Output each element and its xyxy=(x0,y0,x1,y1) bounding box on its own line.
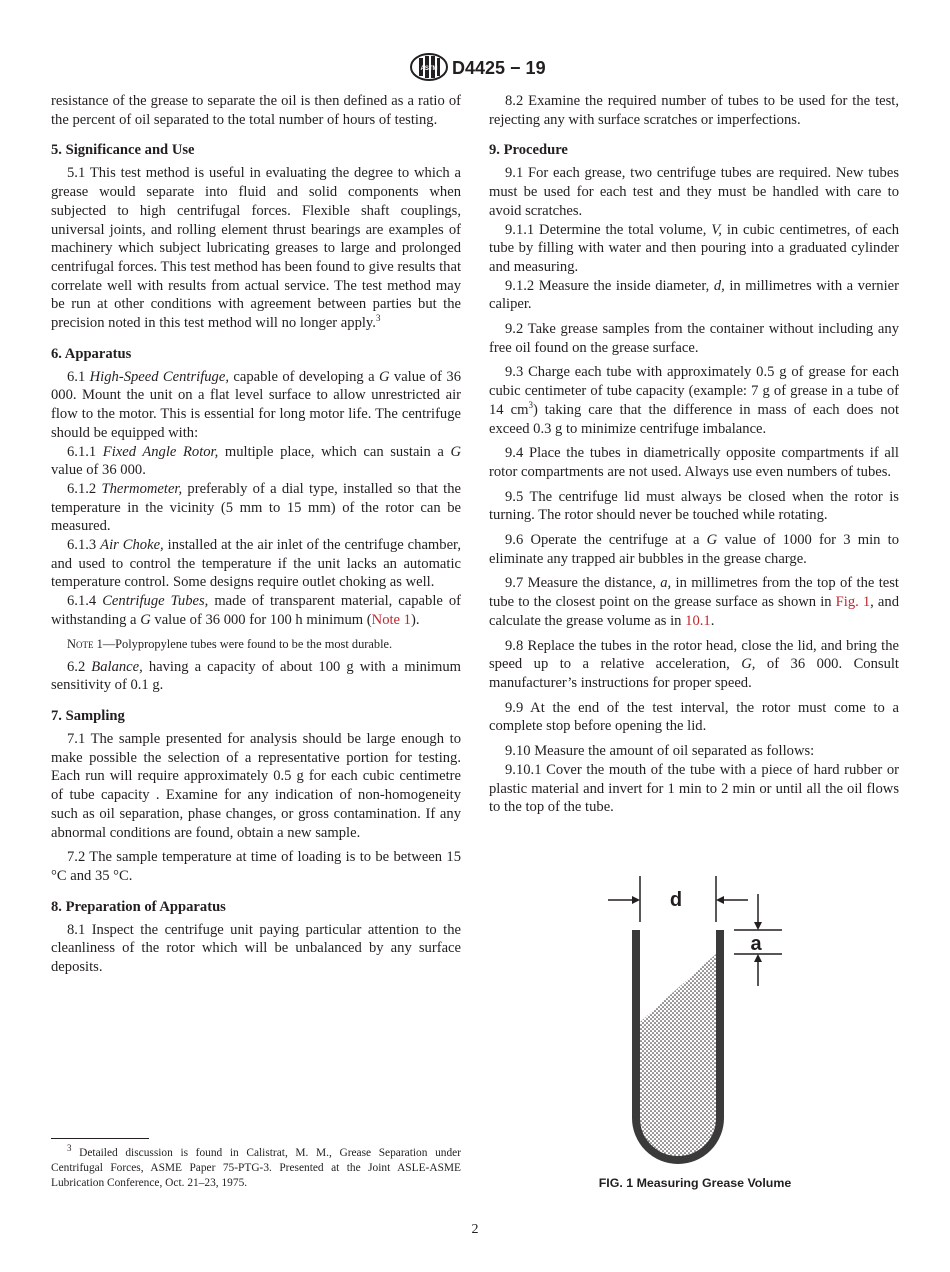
paragraph-9-3: 9.3 Charge each tube with approximately 0.5 g of grease for each cubic centimeter of tube capacity (example: 7 g of grease in a tube of 14 $cm^3$) taking care that the difference in mass of each does not exceed 0.3 g to minimize centrifuge imbalance. xyxy=(489,364,900,437)
section-7-heading: 7. Sampling xyxy=(51,707,125,724)
right-column xyxy=(489,92,899,817)
paragraph-6-1-3: 6.1.3 Air Choke, installed at the air inlet of the centrifuge chamber, and used to control the temperature if the unit lacks an automatic temperature control. Some designs require outlet choking as well. xyxy=(51,537,461,591)
note-1-link[interactable]: Note 1 xyxy=(371,611,411,628)
a-arrowhead-top xyxy=(754,922,762,930)
label-a: a xyxy=(750,933,762,955)
footnote-divider xyxy=(51,1138,149,1139)
document-designation: D4425 − 19 xyxy=(452,58,546,78)
d-arrowhead-left xyxy=(632,896,640,904)
label-d: d xyxy=(669,889,683,911)
paragraph-9-2: 9.2 Take grease samples from the container without including any free oil found on the grease surface. xyxy=(489,321,899,356)
left-column xyxy=(51,92,461,977)
astm-logo-icon xyxy=(409,52,449,82)
paragraph-6-1: 6.1 High-Speed Centrifuge, capable of developing a G value of 36 000. Mount the unit on a flat level surface to allow unrestricted air flow to the motor. This is essential for long motor life. The centrifuge should be equipped with: xyxy=(51,368,462,441)
paragraph-9-4: 9.4 Place the tubes in diametrically opposite compartments if all rotor compartments are not used. Always use even numbers of tubes. xyxy=(489,445,899,480)
a-arrowhead-bottom xyxy=(754,954,762,962)
figure-1-tube-diagram xyxy=(600,872,790,1172)
paragraph-9-9: 9.9 At the end of the test interval, the rotor must come to a complete stop before opening the lid. xyxy=(489,699,899,735)
paragraph-9-1-1: 9.1.1 Determine the total volume, V, in cubic centimetres, of each tube by filling with water and then pouring into a graduated cylinder and measuring. xyxy=(489,221,899,275)
footnote-ref-3: 3 xyxy=(375,313,381,324)
paragraph-7-2: 7.2 The sample temperature at time of loading is to be between 15 °C and 35 °C. xyxy=(51,849,461,884)
paragraph-6-1-2: 6.1.2 Thermometer, preferably of a dial type, installed so that the temperature in the vicinity (5 mm to 15 mm) of the rotor can be measured. xyxy=(51,480,461,535)
d-arrowhead-right xyxy=(716,896,724,904)
intro-paragraph: resistance of the grease to separate the oil is then defined as a ratio of the percent of oil separated to the total number of hours of testing. xyxy=(51,93,461,128)
grease-fill xyxy=(640,954,716,1156)
section-8-heading: 8. Preparation of Apparatus xyxy=(51,898,226,915)
paragraph-9-7: 9.7 Measure the distance, a, in millimetres from the top of the test tube to the closest point on the grease surface as shown in Fig. 1, and calculate the grease volume as in 10.1. xyxy=(489,575,899,629)
astm-logo-text: ASTM xyxy=(420,66,438,72)
page-number: 2 xyxy=(471,1222,479,1237)
paragraph-6-1-4: 6.1.4 Centrifuge Tubes, made of transparent material, capable of withstanding a G value of 36 000 for 100 h minimum (Note 1). xyxy=(51,593,462,628)
paragraph-9-8: 9.8 Replace the tubes in the rotor head, close the lid, and bring the speed up to a relative acceleration, G, of 36 000. Consult manufacturer’s instructions for proper speed. xyxy=(489,637,899,691)
paragraph-9-10-1: 9.10.1 Cover the mouth of the tube with a piece of hard rubber or plastic material and invert for 1 min to 2 min or until all the oil flows to the top of the tube. xyxy=(489,761,899,816)
paragraph-9-1: 9.1 For each grease, two centrifuge tubes are required. New tubes must be used for each test and they must be handled with care to avoid scratches. xyxy=(489,165,899,219)
footnote-3: $^3$ Detailed discussion is found in Calistrat, M. M., Grease Separation under Centrifugal Forces, ASME Paper 75-PTG-3. Presented at the Joint ASLE-ASME Lubrication Conference, Oct. 21–23, 1975. xyxy=(51,1143,461,1189)
figure-1-caption: FIG. 1 Measuring Grease Volume xyxy=(598,1176,792,1190)
fig-1-link[interactable]: Fig. 1 xyxy=(835,594,871,611)
paragraph-9-6: 9.6 Operate the centrifuge at a G value of 1000 for 3 min to eliminate any trapped air bubbles in the grease charge. xyxy=(489,532,899,567)
section-10-1-link[interactable]: 10.1 xyxy=(685,612,711,629)
section-5-heading: 5. Significance and Use xyxy=(51,142,195,159)
note-1: Note 1—Polypropylene tubes were found to be the most durable. xyxy=(67,636,393,651)
paragraph-9-10: 9.10 Measure the amount of oil separated as follows: xyxy=(505,743,815,760)
paragraph-6-2: 6.2 Balance, having a capacity of about 100 g with a minimum sensitivity of 0.1 g. xyxy=(51,658,461,694)
section-9-heading: 9. Procedure xyxy=(489,142,568,159)
section-6-heading: 6. Apparatus xyxy=(51,345,132,362)
paragraph-8-1: 8.1 Inspect the centrifuge unit paying particular attention to the cleanliness of the rotor which will be unbalanced by any surface deposits. xyxy=(51,921,461,976)
paragraph-7-1: 7.1 The sample presented for analysis should be large enough to make possible the selection of a representative portion for testing. Each run will require approximately 0.5 g for each cubic centimetre of tube capacity . Examine for any indication of non-homogeneity such as oil separation, phase changes, or gross contamination. If any abnormal conditions are found, obtain a new sample. xyxy=(51,730,461,841)
paragraph-8-2: 8.2 Examine the required number of tubes to be used for the test, rejecting any with surface scratches or imperfections. xyxy=(489,93,899,128)
paragraph-5-1: 5.1 This test method is useful in evaluating the degree to which a grease would separate into fluid and solid components when subjected to high centrifugal forces. Flexible shaft couplings, universal joints, and rolling element thrust bearings are examples of machinery which subject lubricating greases to large and prolonged centrifugal forces. This test method has been found to give results that correlate well with results from actual service. The test method may be run at other conditions with agreement between parties but the precision noted in this test method will no longer apply.$^3$ xyxy=(51,165,461,332)
paragraph-6-1-1: 6.1.1 Fixed Angle Rotor, multiple place, which can sustain a G value of 36 000. xyxy=(51,443,462,479)
paragraph-9-1-2: 9.1.2 Measure the inside diameter, d, in millimetres with a vernier caliper. xyxy=(489,277,899,313)
paragraph-9-5: 9.5 The centrifuge lid must always be closed when the rotor is turning. The rotor should never be touched while rotating. xyxy=(489,488,899,524)
